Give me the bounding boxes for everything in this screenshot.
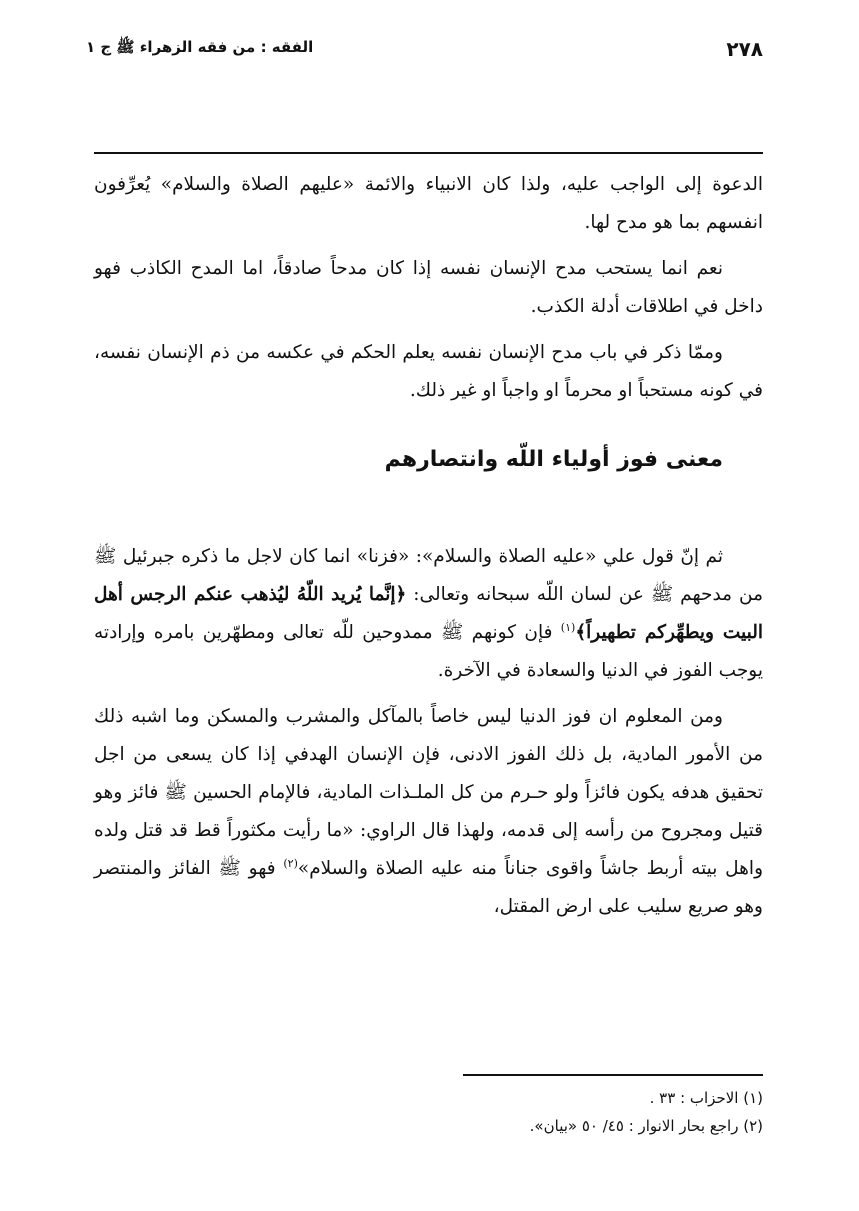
paragraph (94, 698, 763, 926)
quran-verse: ﴿إنَّما يُريد اللّهُ ليُذهب عنكم الرجس أهل البيت ويطهِّركم تطهيراً﴾ (94, 584, 763, 643)
paragraph: الدعوة إلى الواجب عليه، ولذا كان الانبياء والائمة «عليهم الصلاة والسلام» يُعرِّفون انفسهم بما هو مدح لها. (94, 174, 763, 233)
page-body (94, 166, 763, 934)
paragraph-text: ومن المعلوم ان فوز الدنيا ليس خاصاً بالمآكل والمشرب والمسكن وما اشبه ذلك من الأمور المادية، بل ذلك الفوز الادنى، فإن الإنسان الهدفي إذا كان يسعى من اجل تحقيق هدفه يكون فائزاً ولو حـرم من كل الملـذات المادية، فالإمام الحسين ﷺ فائز وهو قتيل ومجروح من رأسه إلى قدمه، ولهذا قال الراوي: «ما رأيت مكثوراً قط قد قتل ولده واهل بيته أربط جاشاً واقوى جناناً منه عليه الصلاة والسلام» (94, 706, 764, 879)
footnotes (94, 1084, 763, 1140)
footnote: (١) الاحزاب : ٣٣ . (649, 1089, 763, 1107)
footnote-ref[interactable]: (١) (560, 620, 576, 634)
paragraph (94, 538, 763, 690)
section-title: معنى فوز أولياء اللّه وانتصارهم (384, 447, 723, 472)
footnote-divider (463, 1074, 763, 1076)
header-divider (94, 152, 763, 154)
running-title: الفقه : من فقه الزهراء ﷺ ج ١ (86, 38, 314, 56)
footnote-ref[interactable]: (٢) (283, 856, 298, 870)
page-header (86, 34, 763, 64)
footnote: (٢) راجع بحار الانوار : ٤٥/ ٥٠ «بيان». (529, 1117, 763, 1135)
paragraph-text: فهو ﷺ الفائز والمنتصر وهو صريع سليب على ارض المقتل، (94, 858, 763, 917)
page-number: ٢٧٨ (726, 37, 763, 61)
paragraph-text: فإن كونهم ﷺ ممدوحين للّه تعالى ومطهّرين بامره وإرادته يوجب الفوز في الدنيا والسعادة في الآخرة. (94, 622, 763, 681)
paragraph: وممّا ذكر في باب مدح الإنسان نفسه يعلم الحكم في عكسه من ذم الإنسان نفسه، في كونه مستحباً او محرماً او واجباً او غير ذلك. (94, 342, 763, 401)
paragraph-text: ثم إنّ قول علي «عليه الصلاة والسلام»: «فزنا» انما كان لاجل ما ذكره جبرئيل ﷺ من مدحهم ﷺ عن لسان اللّه سبحانه وتعالى: (94, 546, 764, 605)
paragraph: نعم انما يستحب مدح الإنسان نفسه إذا كان مدحاً صادقاً، اما المدح الكاذب فهو داخل في اطلاقات أدلة الكذب. (94, 258, 763, 317)
